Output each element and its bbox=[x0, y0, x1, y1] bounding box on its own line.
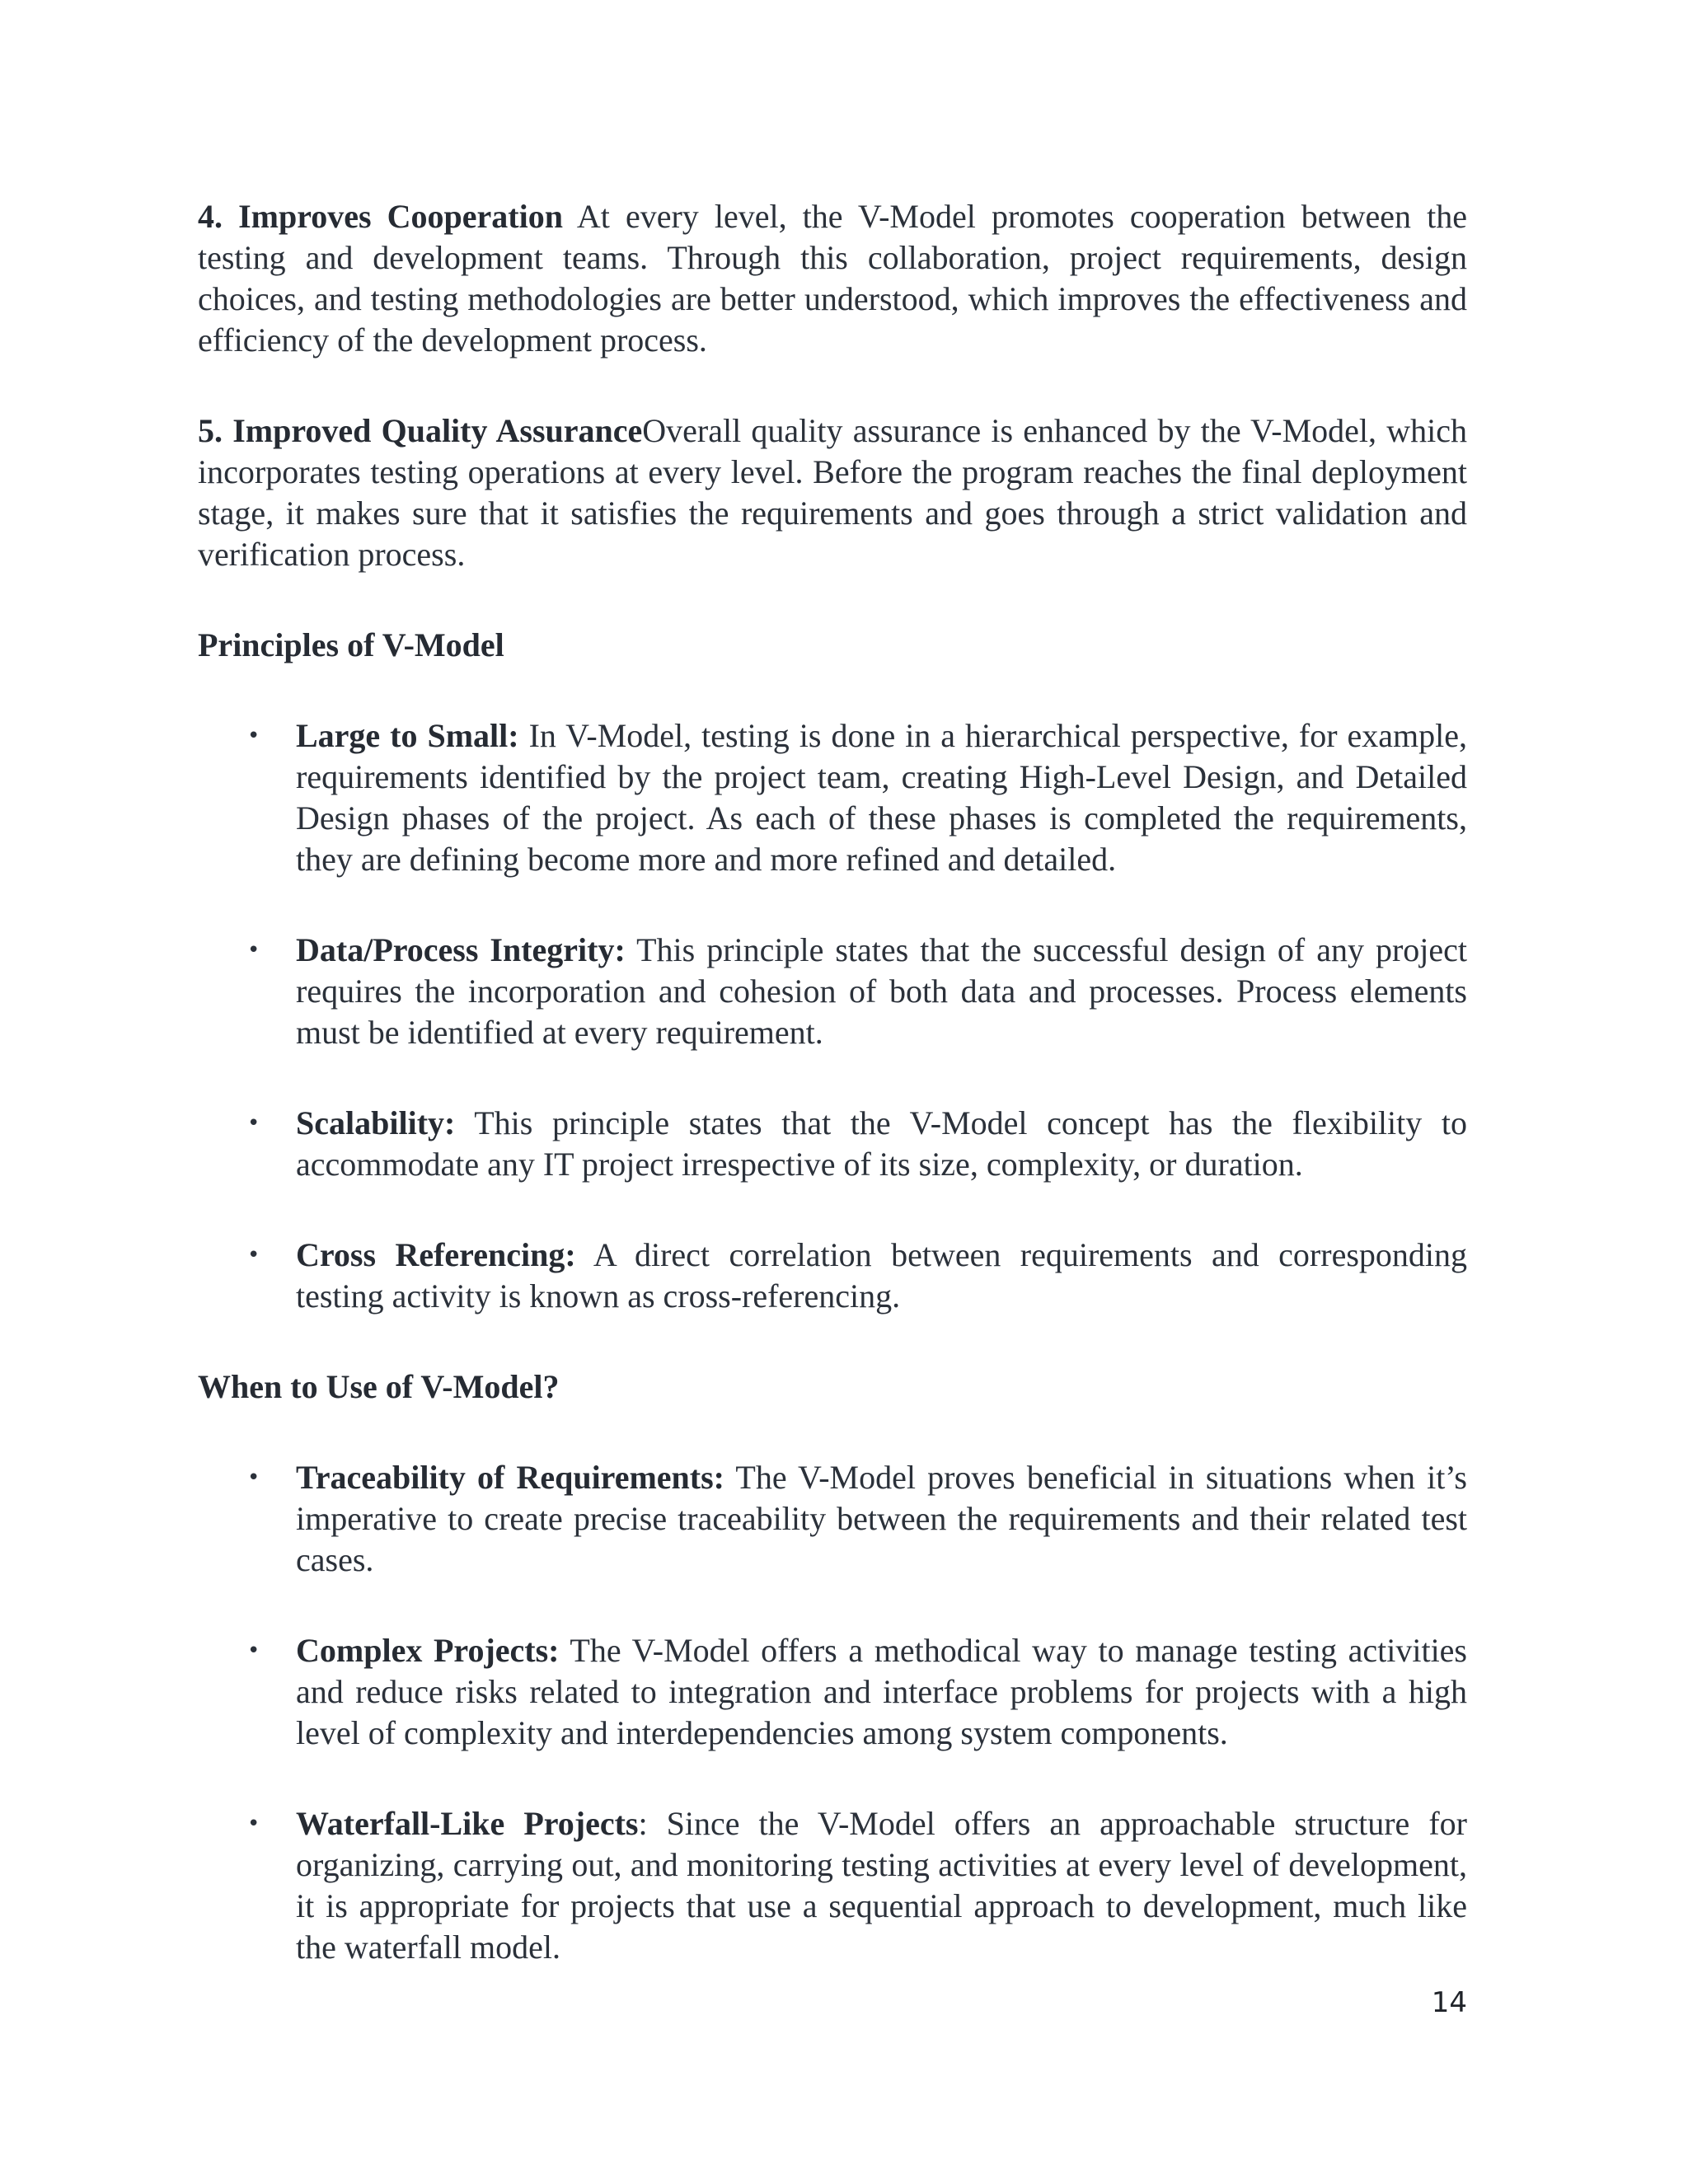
when-to-use-list bbox=[198, 1457, 1467, 1968]
bullet-icon: • bbox=[247, 1111, 260, 1136]
paragraph-improves-cooperation bbox=[198, 196, 1467, 361]
bullet-icon: • bbox=[247, 724, 260, 748]
list-item bbox=[198, 1630, 1467, 1754]
list-item-term: Complex Projects: bbox=[296, 1632, 560, 1669]
list-item bbox=[198, 930, 1467, 1053]
list-item-text: A direct correlation between requirements and corresponding testing activity is known as cross-referencing. bbox=[296, 1236, 1468, 1315]
list-item bbox=[198, 1103, 1467, 1185]
list-item-text: This principle states that the successful design of any project requires the incorporation and cohesion of both data and processes. Process elements must be identified at every requirement. bbox=[296, 931, 1468, 1051]
list-item-term: Waterfall-Like Projects bbox=[296, 1805, 639, 1842]
list-item-term: Large to Small: bbox=[296, 717, 519, 754]
list-item bbox=[198, 1803, 1467, 1968]
list-item-term: Cross Referencing: bbox=[296, 1236, 576, 1273]
list-item-term: Traceability of Requirements: bbox=[296, 1459, 724, 1496]
page-number: 14 bbox=[1431, 1986, 1467, 2019]
list-item-text: The V-Model offers a methodical way to manage testing activities and reduce risks related to integration and interface problems for projects with a high level of complexity and interdependencies among system components. bbox=[296, 1632, 1467, 1751]
principles-list bbox=[198, 715, 1467, 1317]
bullet-icon: • bbox=[247, 1811, 260, 1836]
paragraph-text: Overall quality assurance is enhanced by the V-Model, which incorporates testing operations at every level. Before the program reaches the final deployment stage, it makes sure that it satisfies the requirements and goes through a strict validation and verification process. bbox=[198, 412, 1467, 573]
paragraph-title: 4. Improves Cooperation bbox=[198, 198, 563, 235]
paragraph-improved-quality-assurance bbox=[198, 410, 1467, 575]
principles-heading: Principles of V-Model bbox=[198, 626, 504, 663]
paragraph-title: 5. Improved Quality Assurance bbox=[198, 412, 643, 449]
document-page bbox=[198, 196, 1467, 1968]
when-to-use-heading: When to Use of V-Model? bbox=[198, 1368, 560, 1405]
list-item bbox=[198, 715, 1467, 880]
paragraph-text: At every level, the V-Model promotes cooperation between the testing and development teams. Through this collaboration, project requirements, design choices, and testing methodologies are better understood, which improves the effectiveness and efficiency of the development process. bbox=[198, 198, 1467, 359]
list-item-text: This principle states that the V-Model concept has the flexibility to accommodate any IT project irrespective of its size, complexity, or duration. bbox=[296, 1104, 1467, 1183]
bullet-icon: • bbox=[247, 938, 260, 963]
list-item bbox=[198, 1457, 1467, 1581]
bullet-icon: • bbox=[247, 1465, 260, 1490]
list-item-text: : Since the V-Model offers an approachable structure for organizing, carrying out, and monitoring testing activities at every level of development, it is appropriate for projects that use a sequential approach to development, much like the waterfall model. bbox=[296, 1805, 1467, 1966]
list-item-term: Scalability: bbox=[296, 1104, 456, 1141]
list-item-term: Data/Process Integrity: bbox=[296, 931, 626, 968]
list-item-text: The V-Model proves beneficial in situations when it’s imperative to create precise traceability between the requirements and their related test cases. bbox=[296, 1459, 1467, 1578]
bullet-icon: • bbox=[247, 1638, 260, 1663]
bullet-icon: • bbox=[247, 1243, 260, 1268]
list-item-text: In V-Model, testing is done in a hierarchical perspective, for example, requirements identified by the project team, creating High-Level Design, and Detailed Design phases of the project. As each of these phases is completed the requirements, they are defining become more and more refined and detailed. bbox=[296, 717, 1467, 878]
list-item bbox=[198, 1235, 1467, 1317]
